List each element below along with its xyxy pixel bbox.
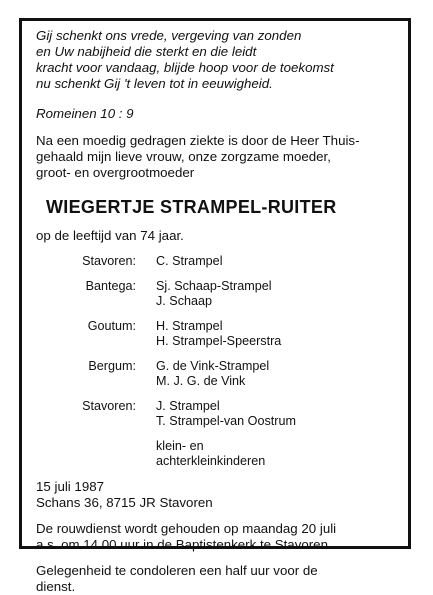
family-place: Stavoren: xyxy=(82,399,136,413)
service-line: De rouwdienst wordt gehouden op maandag 20 juli xyxy=(36,521,337,536)
family-members xyxy=(156,439,265,469)
family-member: H. Strampel xyxy=(156,319,223,333)
family-group xyxy=(36,254,398,269)
family-member: J. Strampel xyxy=(156,399,220,413)
family-group xyxy=(36,319,398,349)
age-text: op de leeftijd van 74 jaar. xyxy=(36,228,184,243)
family-member: T. Strampel-van Oostrum xyxy=(156,414,296,428)
family-member: C. Strampel xyxy=(156,254,223,268)
verse-reference: Romeinen 10 : 9 xyxy=(36,106,134,121)
verse-line: en Uw nabijheid die sterkt en die leidt xyxy=(36,44,257,59)
deceased-name: WIEGERTJE STRAMPEL-RUITER xyxy=(46,197,337,217)
intro-text xyxy=(36,133,398,181)
home-address: Schans 36, 8715 JR Stavoren xyxy=(36,495,213,510)
family-members xyxy=(156,279,272,309)
family-member: Sj. Schaap-Strampel xyxy=(156,279,272,293)
verse-line: Gij schenkt ons vrede, vergeving van zonden xyxy=(36,28,302,43)
family-group xyxy=(36,359,398,389)
intro-line: Na een moedig gedragen ziekte is door de Heer Thuis- xyxy=(36,133,360,148)
family-member: G. de Vink-Strampel xyxy=(156,359,270,373)
family-members xyxy=(156,319,281,349)
family-place: Bantega: xyxy=(85,279,136,293)
family-place: Stavoren: xyxy=(82,254,136,268)
family-place: Bergum: xyxy=(88,359,136,373)
family-group xyxy=(36,399,398,429)
family-members xyxy=(156,254,223,269)
family-member: M. J. G. de Vink xyxy=(156,374,246,388)
family-member: achterkleinkinderen xyxy=(156,454,266,468)
intro-line: gehaald mijn lieve vrouw, onze zorgzame moeder, xyxy=(36,149,331,164)
family-members xyxy=(156,359,269,389)
condolence-info xyxy=(36,563,398,595)
family-member: klein- en xyxy=(156,439,204,453)
date-address xyxy=(36,479,398,511)
service-info xyxy=(36,521,398,553)
verse-line: kracht voor vandaag, blijde hoop voor de toekomst xyxy=(36,60,334,75)
family-place: Goutum: xyxy=(87,319,136,333)
family-member: H. Strampel-Speerstra xyxy=(156,334,282,348)
service-line: a.s. om 14.00 uur in de Baptistenkerk te Stavoren. xyxy=(36,537,332,552)
notice-date: 15 juli 1987 xyxy=(36,479,105,494)
verse xyxy=(36,28,398,92)
family-list xyxy=(36,254,398,469)
obituary-notice xyxy=(36,28,398,595)
family-members xyxy=(156,399,296,429)
family-member: J. Schaap xyxy=(156,294,213,308)
verse-line: nu schenkt Gij 't leven tot in eeuwigheid. xyxy=(36,76,273,91)
condolence-line: dienst. xyxy=(36,579,76,594)
family-group xyxy=(36,439,398,469)
condolence-line: Gelegenheid te condoleren een half uur voor de xyxy=(36,563,318,578)
family-group xyxy=(36,279,398,309)
intro-line: groot- en overgrootmoeder xyxy=(36,165,195,180)
